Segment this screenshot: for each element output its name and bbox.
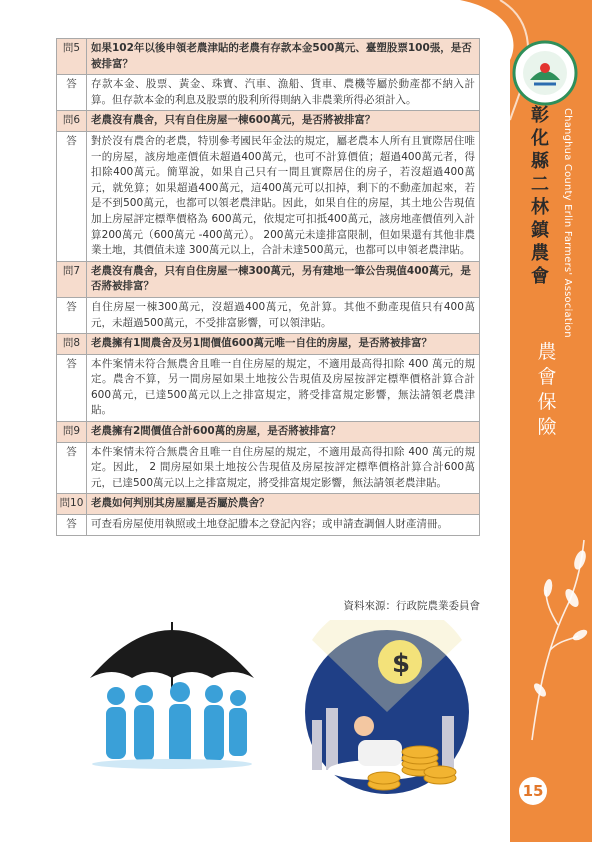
umbrella-people-illustration [82,612,262,772]
question-label: 問8 [57,334,87,355]
answer-label: 答 [57,354,87,421]
svg-text:$: $ [392,649,411,679]
faq-question-row [57,494,480,515]
question-text: 如果102年以後申領老農津貼的老農有存款本金500萬元、臺塑股票100張，是否被排富？ [87,39,480,75]
faq-question-row [57,111,480,132]
faq-answer-row [57,131,480,261]
answer-label: 答 [57,442,87,494]
faq-answer-row [57,442,480,494]
faq-answer-row [57,75,480,111]
answer-text: 可查看房屋使用執照或土地登記謄本之登記內容；或申請查調個人財產清冊。 [87,515,480,536]
question-text: 老農擁有2間價值合計600萬的房屋，是否將被排富？ [87,422,480,443]
question-label: 問9 [57,422,87,443]
faq-answer-row [57,297,480,333]
question-label: 問7 [57,261,87,297]
answer-label: 答 [57,75,87,111]
org-name-cn: 彰化縣二林鎮農會 [531,105,549,287]
question-text: 老農沒有農舍，只有自住房屋一棟600萬元，是否將被排富？ [87,111,480,132]
answer-text: 本件案情未符合無農舍且唯一自住房屋的規定，不適用最高得扣除 400 萬元的規定。因此， 2 間房屋如果土地按公告現值及房屋按評定標準價格計算合計600萬元，已達500萬元以上之排富規定，將受排富規定影響，無法請領老農津貼。 [87,442,480,494]
page-number: 15 [519,777,547,805]
answer-text: 存款本金、股票、黃金、珠寶、汽車、漁船、貨車、農機等屬於動產都不納入計算。但存款本金的利息及股票的股利所得則納入非農業所得必須計入。 [87,75,480,111]
faq-question-row [57,422,480,443]
answer-label: 答 [57,131,87,261]
question-label: 問5 [57,39,87,75]
source-note: 資料來源：行政院農業委員會 [343,600,480,612]
faq-table [56,38,480,536]
faq-answer-row [57,515,480,536]
answer-text: 自住房屋一棟300萬元，沒超過400萬元，免計算。其他不動產現值只有400萬元，未超過500萬元，不受排富影響，可以領津貼。 [87,297,480,333]
faq-question-row [57,334,480,355]
faq-question-row [57,261,480,297]
answer-text: 本件案情未符合無農舍且唯一自住房屋的規定，不適用最高得扣除 400 萬元的規定。農舍不算，另一間房屋如果土地按公告現值及房屋按評定標準價格計算合計600萬元，已達500萬元以上之排富規定，將受排富規定影響，無法請領老農津貼。 [87,354,480,421]
faq-question-row [57,39,480,75]
question-label: 問6 [57,111,87,132]
question-text: 老農沒有農舍，只有自住房屋一棟300萬元，另有建地一筆公告現值400萬元，是否將被排富？ [87,261,480,297]
answer-label: 答 [57,515,87,536]
answer-label: 答 [57,297,87,333]
question-text: 老農擁有1間農舍及另1間價值600萬元唯一自住的房屋，是否將被排富？ [87,334,480,355]
question-text: 老農如何判別其房屋屬是否屬於農舍？ [87,494,480,515]
question-label: 問10 [57,494,87,515]
faq-answer-row [57,354,480,421]
farmers-association-logo [512,40,578,106]
answer-text: 對於沒有農舍的老農，特別參考國民年金法的規定，屬老農本人所有且實際居住唯一的房屋，該房地產價值未超過400萬元，也可不計算價值；超過400萬元者，得扣除400萬元。簡單說，如果自己只有一間且實際居住的房子，若沒超過400萬元，就免算；如果超過400萬元，這400萬元可以扣掉，剩下的不動產加起來，若是不到500萬元，也都可以領老農津貼。因此，如果自住的房屋，其土地公告現值加上房屋評定標準價格為 600萬元，依規定可扣抵400萬元，該房地產價值列入計算200萬元（600萬元 -400萬元）。 200萬元未達排富限制，但如果還有其他非農業土地，其價值未達 300萬元以上，合計未達500萬元，也都可以申領老農津貼。 [87,131,480,261]
section-title: 農會保險 [537,341,557,438]
money-dream-illustration [292,620,472,796]
org-name-en: Changhua County Erlin Farmers' Association [562,108,573,338]
